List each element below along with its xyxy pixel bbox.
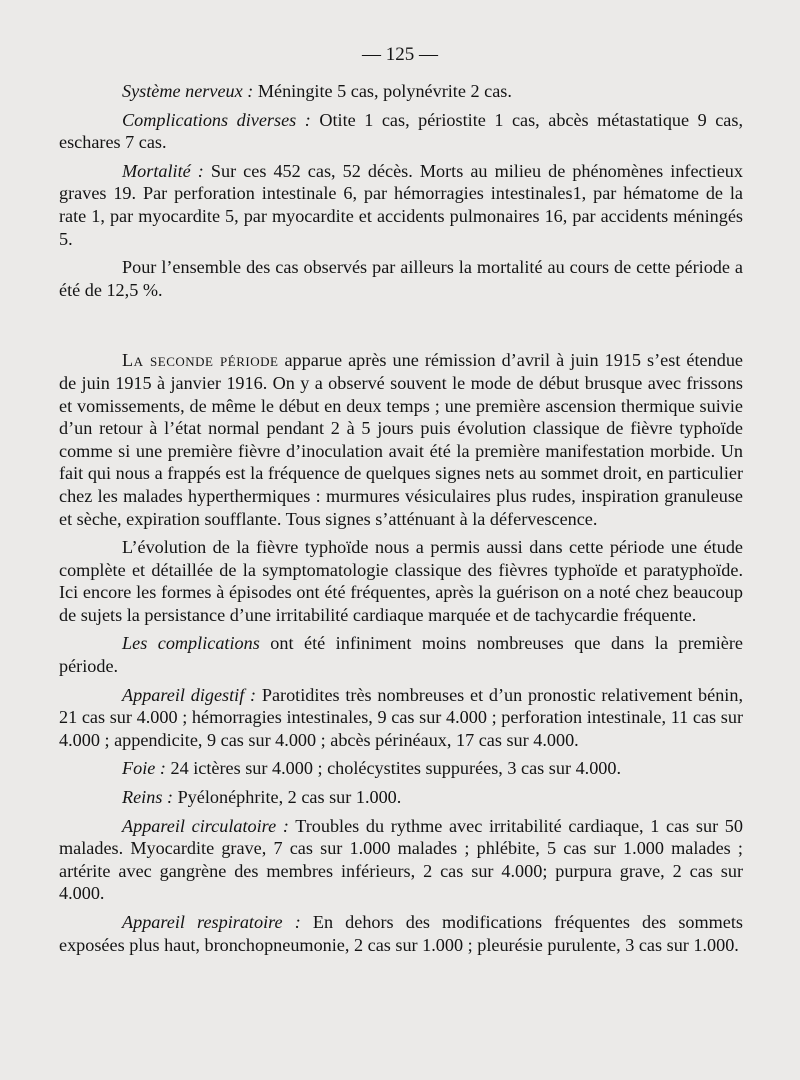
paragraph-body: L’évolution de la fièvre typhoïde nous a permis aussi dans cette période une étude complète et détaillée de la symptomatologie classique des fièvres typhoïde et paratyphoïde. Ici encore les formes à épisodes ont été fréquentes, après la guérison on a noté chez beaucoup de sujets la persistance d’une irritabilité cardiaque marquée et de tachycardie fréquente. [59,537,743,625]
paragraph-lead: Foie : [122,758,166,779]
paragraph-body: En dehors des modifications fréquentes des sommets exposées plus haut, bronchopneumonie, 2 cas sur 1.000 ; pleurésie purulente, 3 cas sur 1.000. [59,912,744,955]
paragraph-les-complications [59,632,743,677]
paragraph-body: apparue après une rémission d’avril à juin 1915 s’est étendue de juin 1915 à janvier 1916. On y a observé souvent le mode de début brusque avec frissons et vomissements, de même le début en deux temps ; une première ascension thermique suivie d’un retour à l’état normal pendant 2 à 5 jours puis évolution classique de fièvre typhoïde comme si une première fièvre d’inoculation avait été la première manifestation morbide. Un fait qui nous a frappés est la fréquence de quelques signes nets au sommet droit, en particulier chez les malades hyperthermiques : murmures vésiculaires plus rudes, inspiration granuleuse et sèche, expiration soufflante. Tous signes s’atténuant à la défervescence. [59,350,743,529]
paragraph-body: Pyélonéphrite, 2 cas sur 1.000. [173,787,402,808]
paragraph-body: 24 ictères sur 4.000 ; cholécystites suppurées, 3 cas sur 4.000. [165,758,622,779]
paragraph-lead: La seconde période [122,350,279,371]
paragraph-mortalite [59,160,743,250]
paragraph-lead: Reins : [122,787,174,808]
paragraph-body: Parotidites très nombreuses et d’un pronostic relativement bénin, 21 cas sur 4.000 ; hémorragies intestinales, 9 cas sur 4.000 ; perforation intestinale, 11 cas sur 4.000 ; appendicite, 9 cas sur 4.000 ; abcès périnéaux, 17 cas sur 4.000. [59,684,743,750]
paragraph-ensemble [59,256,743,301]
paragraph-lead: Appareil circulatoire : [122,815,289,836]
paragraph-reins [59,786,743,809]
paragraph-body: Otite 1 cas, périostite 1 cas, abcès métastatique 9 cas, eschares 7 cas. [59,109,743,153]
paragraph-lead: Mortalité : [122,160,204,181]
paragraph-body: Méningite 5 cas, polynévrite 2 cas. [253,81,512,101]
paragraph-appareil-digestif [59,684,743,752]
paragraph-lead: Appareil respiratoire : [122,912,301,932]
paragraph-body: ont été infiniment moins nombreuses que dans la première période. [59,633,743,677]
page-number: — 125 — [362,44,438,65]
paragraph-lead: Système nerveux : [122,81,254,101]
paragraph-systeme-nerveux [59,80,743,103]
paragraph-body: Sur ces 452 cas, 52 décès. Morts au milieu de phénomènes infectieux graves 19. Par perforation intestinale 6, par hémorragies intestinales1, par hématome de la rate 1, par myocardite 5, par myocardite et accidents pulmonaires 16, par accidents méningés 5. [59,160,743,249]
body-text [59,80,743,956]
paragraph-evolution [59,536,743,626]
paragraph-foie [59,757,743,780]
paragraph-lead: Complications diverses : [122,109,311,130]
paragraph-appareil-circulatoire [59,815,743,905]
paragraph-body: Troubles du rythme avec irritabilité cardiaque, 1 cas sur 50 malades. Myocardite grave, 7 cas sur 1.000 malades ; phlébite, 5 cas sur 1.000 malades ; artérite avec gangrène des membres inférieurs, 2 cas sur 4.000; purpura grave, 2 cas sur 4.000. [59,815,743,904]
paragraph-lead: Appareil digestif : [122,684,257,705]
paragraph-lead: Les complications [122,633,260,654]
paragraph-complications-diverses [59,109,743,154]
paragraph-body: Pour l’ensemble des cas observés par ailleurs la mortalité au cours de cette période a été de 12,5 %. [59,257,743,300]
paragraph-appareil-respiratoire [59,911,743,956]
paragraph-seconde-periode [59,349,743,530]
